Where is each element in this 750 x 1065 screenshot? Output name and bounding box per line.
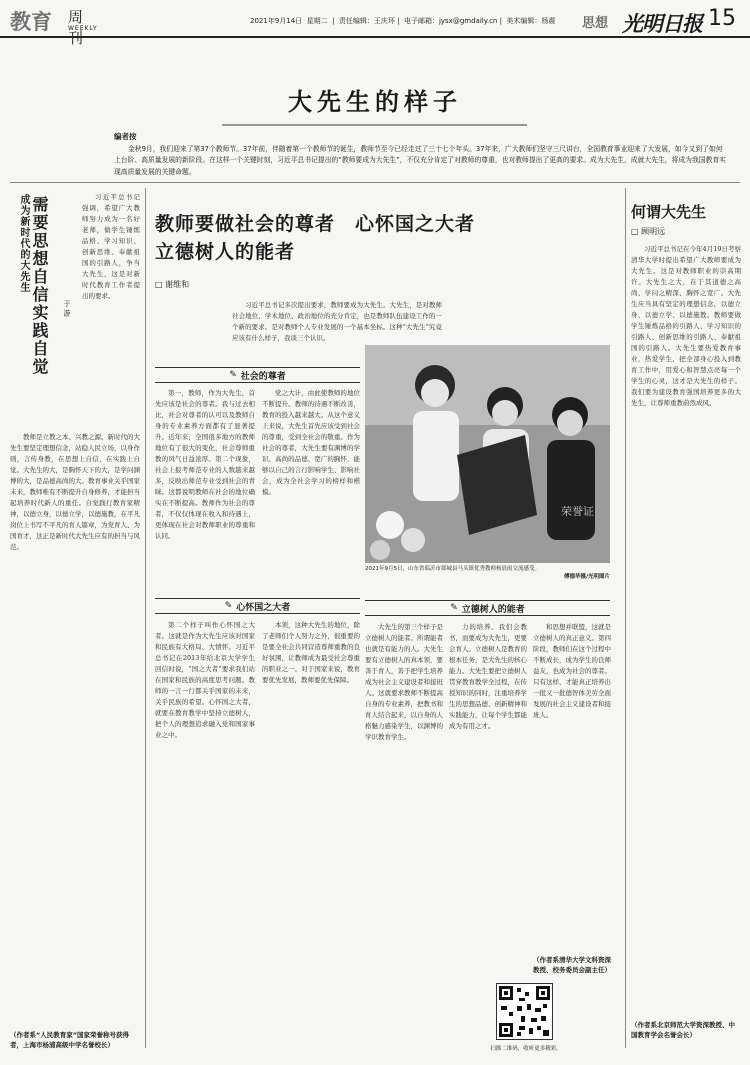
top-separator — [10, 182, 740, 183]
center-article-source: （作者系清华大学文科资深教授、校务委员会副主任） — [533, 956, 611, 974]
left-article-author: 于 游 — [63, 300, 71, 317]
qr-code[interactable] — [496, 983, 553, 1040]
right-article-text: 习近平总书记在今年4月19日考察清华大学时提出希望广大教师要成为大先生。这是对教师职业的崇高期许。大先生之大，在于其道德之高尚、学问之精深、胸怀之宽广。大先生应当具有坚定的理想信念，以德立身、以德立学、以德施教。教师要做学生锤炼品格的引路人、学习知识的引路人、创新思维的引路人、奉献祖国的引路人。大先生要热爱教育事业，热爱学生，把全部身心投入到教育工作中，用爱心和智慧点亮每一个学生的心灵，这才是大先生的样子。我们要为建设教育强国培养更多的大先生，让尊师重教蔚然成风。 — [631, 245, 741, 407]
center-article-title — [155, 210, 475, 266]
photo-caption-text: 2021年9月5日，山东省临沂市郯城县马头镇优秀教师杨晨雨交流感受。 — [365, 566, 540, 572]
editor-note — [114, 131, 726, 178]
center-col-b: 第二个样子叫作心怀国之大者。这就是作为大先生应该对国家和民族有大格局、大情怀。习近平总书记在2013年给北京大学学生回信时说，“国之大者”要求我们站在国家和民族的高度思考问题。教师的一言一行都关乎国家的未来，关乎民族的希望。心怀国之大者，就要在教育教学中坚持立德树人，把个人的理想追求融入党和国家事业之中。 — [155, 621, 255, 739]
qr-caption: 扫描二维码，收听更多精彩。 — [490, 1046, 562, 1052]
editor-note-text: 金秋9月，我们迎来了第37个教师节。37年前，伴随着第一个教师节的诞生，教师节至今已经走过了三十七个年头。37年来，广大教师们坚守三尺讲台，全国教育事业迎来了大发展，如今又到了如何上台阶、高质量发展的新阶段。在这样一个关键时刻，习近平总书记提出的“教师要成为大先生”，不仅充分肯定了对教师的尊重，也对教师提出了更高的要求。成为大先生，成就大先生，将成为我国教育实现高质量发展的关键命题。 — [114, 144, 726, 176]
left-divider — [145, 188, 146, 1048]
pen-icon: ✎ — [224, 601, 233, 611]
right-section-name: 思想 — [582, 16, 609, 31]
center-col-g: 和思想并联盟，这就是立德树人的真正意义。第四阶段，教师们在这个过程中不断成长，成为学生的良师益友，也成为社会的尊者。只有这样，才能真正培养出一批又一批德智体美劳全面发展的社会主义建设者和接班人。 — [533, 623, 611, 719]
teacher-face-2 — [492, 400, 518, 426]
editor-email: 电子邮箱：jysx@gmdaily.cn — [403, 17, 498, 25]
right-article-byline — [631, 226, 665, 237]
article-photo — [365, 345, 610, 563]
weekly-label: 周刊 — [68, 8, 84, 47]
art-editor-credit: 美术编辑：杨震 — [506, 17, 556, 25]
center-col-a: 第一，教师，作为大先生，首先应该是社会的尊者。我与过去相比，社会对尊者的认可以及教师自身的专业素养方面都有了显著提升。近年来，全国很多地方的教师地位有了很大的变化，社会尊师重教的风气日益浓厚。第二个现象，社会上报考师范专业的人数越来越多，反映出师范专业受到社会的青睐。这都说明教师在社会的地位确实在不断提高。教师作为社会的尊者，不仅仅体现在收入和待遇上，更体现在社会对教师职业的尊重和认同。 — [155, 389, 255, 540]
editor-note-label: 编者按 — [114, 132, 137, 141]
header-section-group — [10, 6, 98, 47]
header-meta: 2021年9月14日 星期二 | 责任编辑：王庆环 | 电子邮箱：jysx@gmdaily.cn | 美术编辑：杨震 — [250, 17, 556, 25]
qr-code-icon — [497, 984, 552, 1039]
pen-icon: ✎ — [450, 603, 458, 613]
byline-square-icon: □ — [155, 280, 163, 289]
byline-square-icon: □ — [631, 227, 639, 236]
left-article-col1: 习近平总书记强调，希望广大教师努力成为一名好老师，做学生锤炼品格、学习知识、创新思维、奉献祖国的引路人，争当大先生，这是对新时代教育工作者提出的要求。 — [82, 193, 140, 300]
left-article-title-b: 需要思想自信实践自觉 — [30, 196, 49, 376]
center-col-e: 大先生的第三个样子是立德树人的能者。所谓能者也就是有能力的人。大先生要有立德树人的真本领，要善于育人，善于把学生培养成为社会主义建设者和接班人。这就要求教师不断提高自身的专业素养，把教书和育人结合起来，以自身的人格魅力感染学生，以渊博的学识教育学生。 — [365, 623, 443, 741]
center-title-line1: 教师要做社会的尊者 心怀国之大者 — [155, 213, 476, 235]
flower-1 — [376, 511, 404, 539]
pen-icon: ✎ — [229, 370, 237, 380]
right-divider — [625, 188, 626, 1048]
right-article-author: 顾明远 — [641, 227, 666, 236]
photo-caption — [365, 565, 610, 581]
center-col-d: 本领，这种大先生的地位，除了老师们个人努力之外，很重要的是要全社会共同营造尊师重教的良好氛围，让教师成为最受社会尊重的职业之一。对于国家来说，教育要优先发展，教师要优先保障。 — [262, 621, 360, 684]
teacher-face-3 — [557, 410, 583, 436]
issue-date: 2021年9月14日 — [250, 17, 303, 25]
flower-2 — [401, 528, 425, 552]
subhead-social-respect — [155, 367, 360, 383]
editor-credit: 责任编辑：王庆环 — [338, 17, 395, 25]
subhead-social-respect-text: 社会的尊者 — [240, 371, 286, 382]
page-number: 15 — [708, 6, 736, 31]
subhead-morality — [365, 600, 610, 616]
left-article-col2: 教师是立教之本、兴教之源。新时代的大先生要坚定理想信念，站稳人民立场，以身作则，言传身教，在思想上自信，在实践上自觉。大先生的大，是胸怀天下的大，是学问渊博的大，是品德高尚的大。教育事业关乎国家未来，教师唯有不断提升自身修养，才能担当起培养时代新人的重任。自觉践行教育家精神，以德立身，以德立学，以德施教，在平凡岗位上书写不平凡的育人篇章，为党育人、为国育才，这正是新时代大先生应有的担当与风范。 — [10, 433, 140, 551]
center-col-f: 力的培养。我们会教书，而要成为大先生，更要会育人。立德树人是教育的根本任务，是大先生的核心能力。大先生要把立德树人贯穿教育教学全过程，在传授知识的同时，注重培养学生的思想品德、创新精神和实践能力，让每个学生都能成为有用之才。 — [449, 623, 527, 730]
subhead-morality-text: 立德树人的能者 — [461, 604, 525, 615]
flower-3 — [370, 540, 390, 560]
page-header — [0, 0, 750, 47]
center-col-c: 党之大计，由此使教师的地位不断提升。教师的待遇不断改善，教育的投入越来越大。从这个意义上来说，大先生首先应该受到社会的尊重，受到全社会的敬重。作为社会的尊者，大先生要有渊博的学识、高尚的品德、宽广的胸怀，能够以自己的言行影响学生、影响社会，成为全社会学习的榜样和楷模。 — [262, 389, 360, 496]
center-article-lead: 习近平总书记多次提出要求，教师要成为大先生。大先生，是对教师社会地位、学术地位、政治地位的充分肯定，也是教师队伍建设工作的一个新的要求。是对教师个人专业发展的一个基本坐标。这种“大先生”究竟应该有什么样子，我谈三个认识。 — [232, 301, 442, 342]
weekly-latin-label: WEEKLY — [68, 25, 98, 32]
issue-weekday: 星期二 — [306, 17, 328, 25]
teacher-body-3 — [547, 440, 595, 540]
left-article-title-a: 成为新时代的大先生 — [18, 194, 29, 293]
section-name: 教育 — [10, 10, 52, 34]
teacher-body-1 — [413, 411, 459, 501]
right-article-title: 何谓大先生 — [631, 203, 707, 221]
page-main-title: 大先生的样子 — [288, 88, 462, 116]
newspaper-logo: 光明日报 — [622, 11, 702, 36]
center-article-author: 谢维和 — [165, 280, 190, 289]
photo-credit: 傅德华摄/光明图片 — [563, 574, 610, 580]
subhead-nation — [155, 598, 360, 614]
teacher-face-1 — [421, 379, 449, 407]
subhead-nation-text: 心怀国之大者 — [236, 602, 291, 613]
center-title-line2: 立德树人的能者 — [155, 241, 296, 263]
right-article-source: （作者系北京师范大学资深教授、中国教育学会名誉会长） — [631, 1021, 735, 1039]
center-article-byline — [155, 279, 189, 290]
title-underline — [222, 124, 527, 126]
left-article-source: （作者系“人民教育家”国家荣誉称号获得者，上海市杨浦高级中学名誉校长） — [10, 1031, 130, 1049]
photo-illustration — [365, 345, 610, 563]
certificate-label: 荣誉证 — [561, 505, 594, 518]
